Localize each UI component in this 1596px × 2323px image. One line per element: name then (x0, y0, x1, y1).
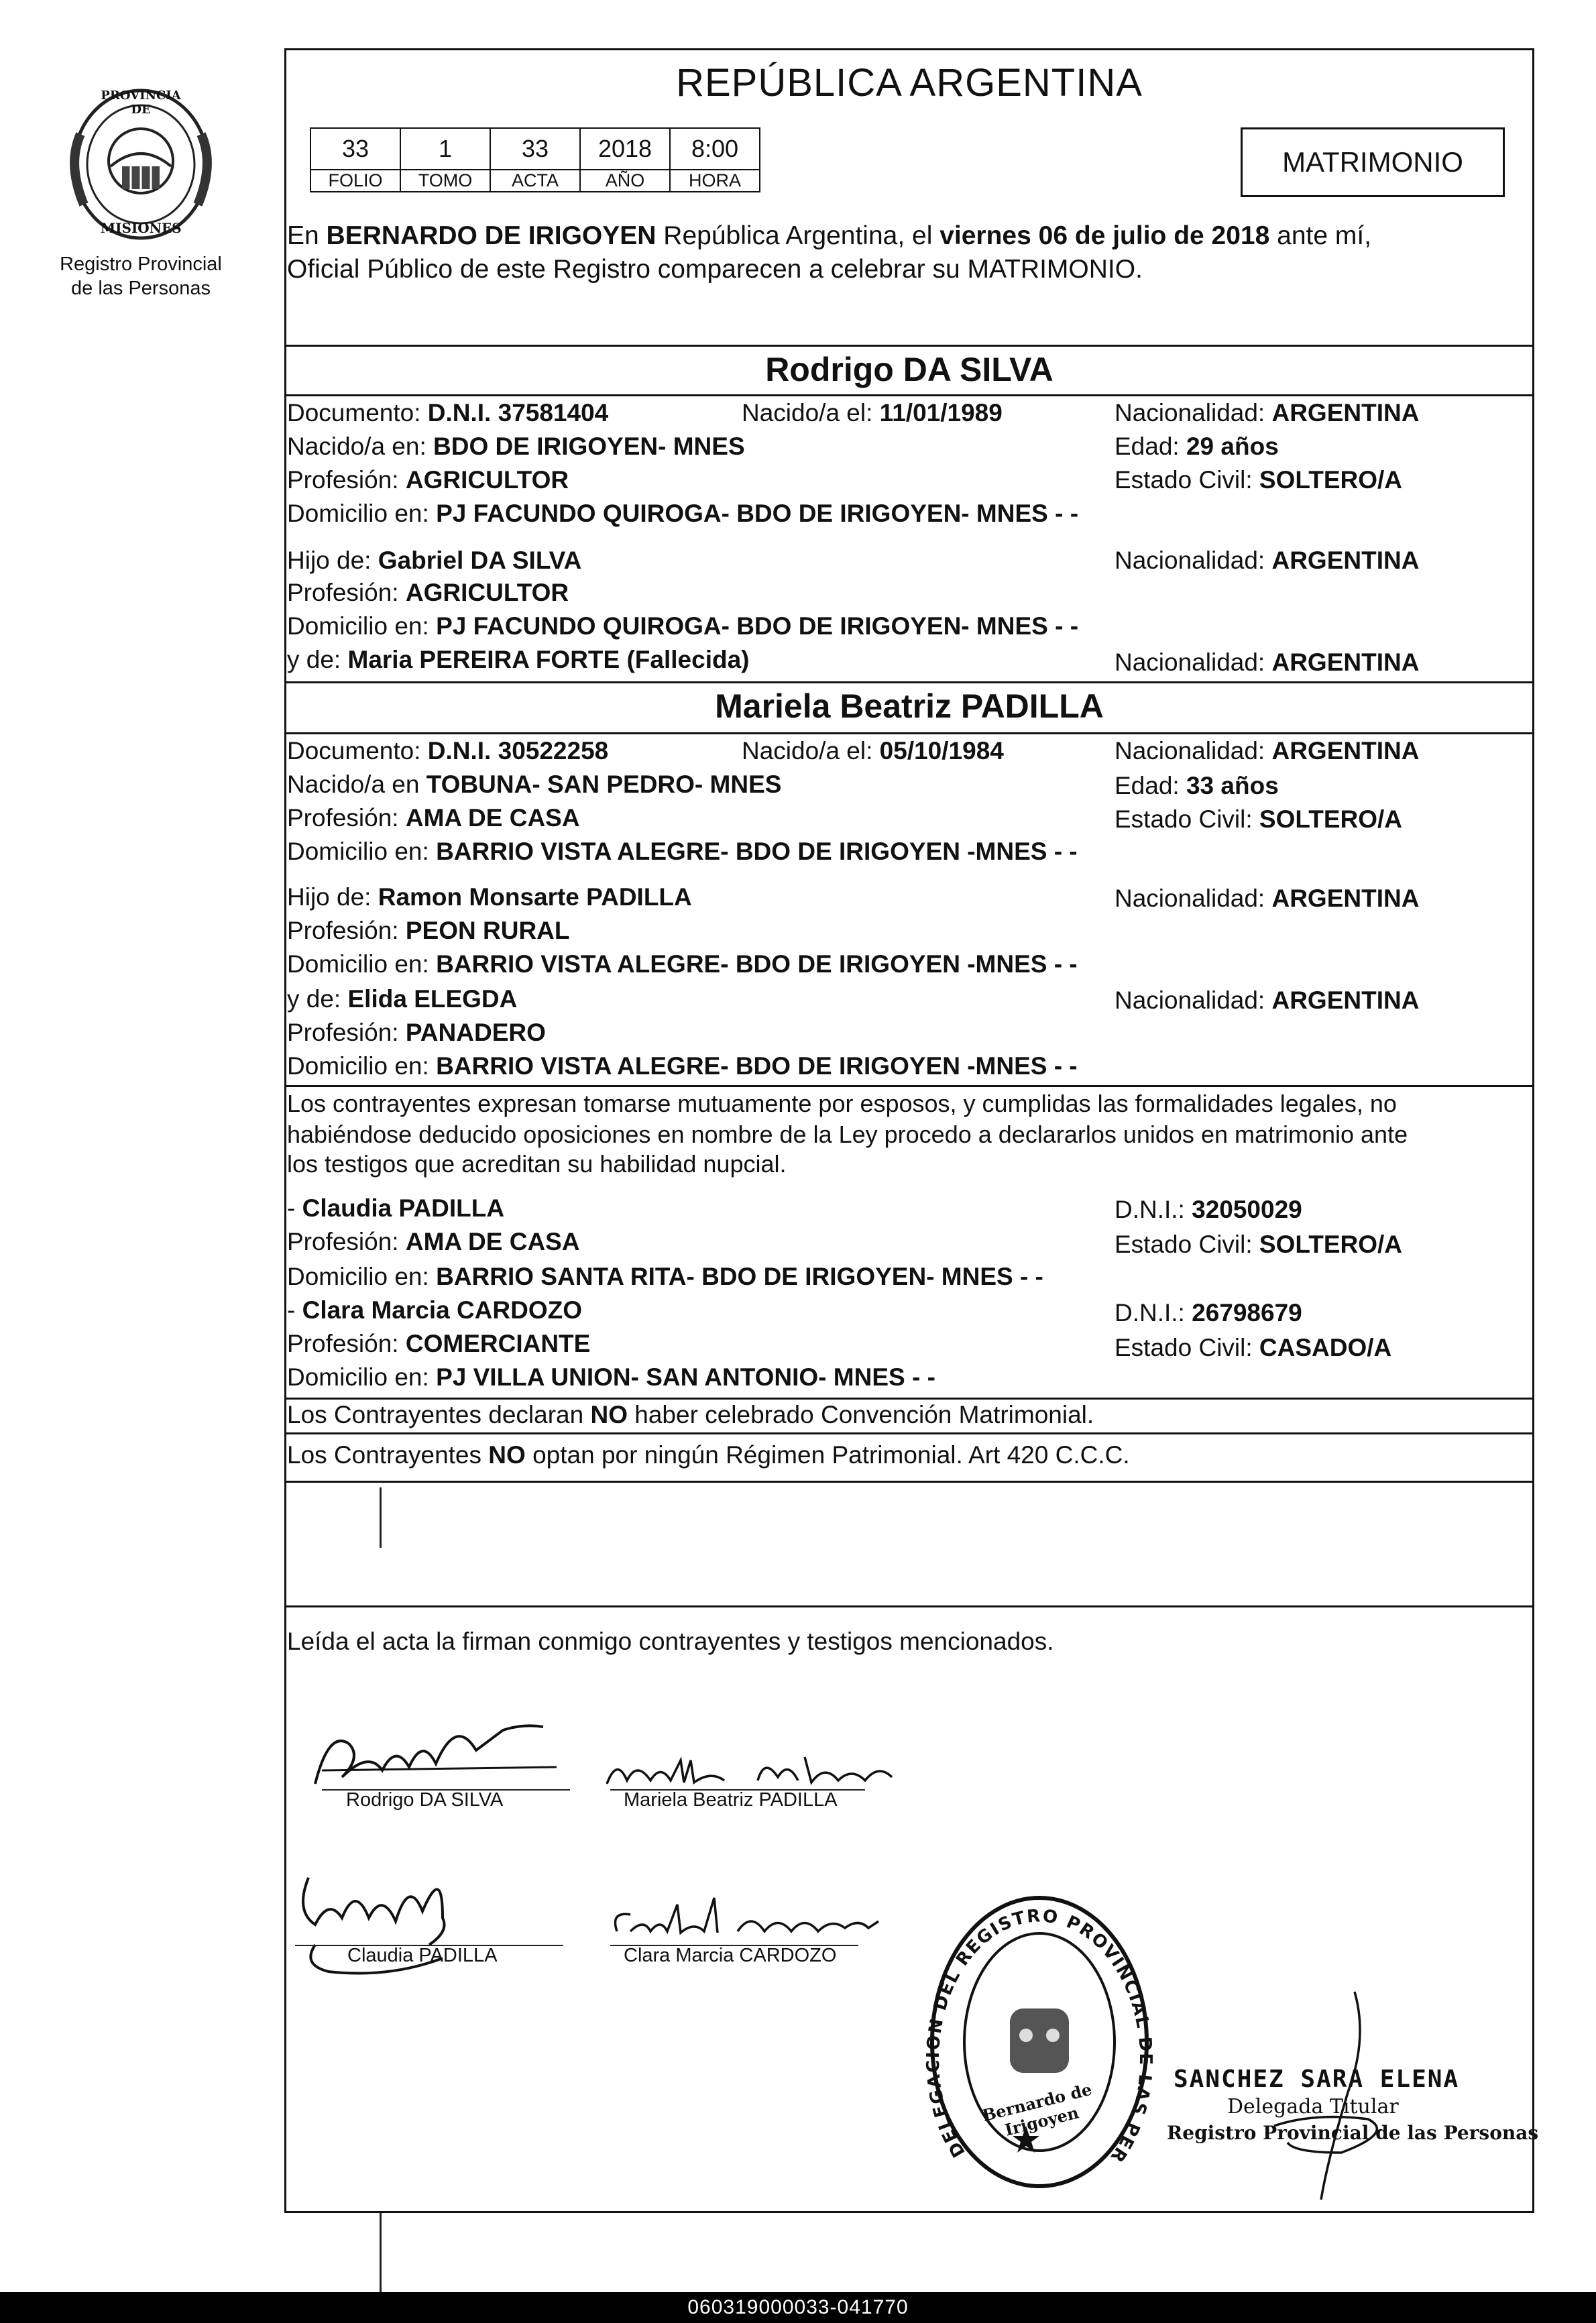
label: Nacido/a en (287, 771, 426, 798)
witness2-dni (1115, 1298, 1302, 1328)
label: D.N.I.: (1115, 1196, 1192, 1223)
spouse2-address (287, 837, 1078, 866)
divider (284, 1085, 1534, 1087)
divider (284, 394, 1534, 396)
divider (284, 1605, 1534, 1607)
value: PJ VILLA UNION- SAN ANTONIO- MNES - - (436, 1363, 935, 1391)
spouse2-birthplace (287, 770, 781, 799)
label: Domicilio en: (287, 1052, 437, 1080)
text: haber celebrado Convención Matrimonial. (628, 1401, 1094, 1428)
value: SOLTERO/A (1259, 805, 1403, 833)
value: Ramon Monsarte PADILLA (378, 883, 692, 911)
label: Profesión: (287, 1330, 406, 1357)
document-code: 060319000033-041770 (687, 2296, 909, 2318)
logo-caption-2: de las Personas (71, 278, 211, 299)
spouse1-father (287, 546, 581, 575)
value: SOLTERO/A (1259, 466, 1403, 494)
acta-value: 33 (490, 128, 580, 170)
value: 11/01/1989 (879, 399, 1003, 427)
text: optan por ningún Régimen Patrimonial. Art 420 C.C.C. (525, 1441, 1130, 1469)
label: Nacido/a el: (742, 737, 880, 764)
value: Claudia PADILLA (302, 1194, 505, 1222)
spouse1-birthplace (287, 432, 745, 461)
label: Profesión: (287, 1019, 406, 1046)
value: D.N.I. 37581404 (427, 399, 609, 427)
divider (284, 345, 1534, 347)
value: SOLTERO/A (1259, 1231, 1403, 1258)
value: CASADO/A (1259, 1334, 1392, 1361)
divider (284, 1432, 1534, 1434)
witness1-civil-status (1115, 1230, 1402, 1259)
intro-text-b: República Argentina, el (656, 221, 940, 250)
year-label: AÑO (580, 170, 670, 192)
label: Profesión: (287, 579, 406, 606)
label: Domicilio en: (287, 838, 437, 865)
spouse1-father-profession (287, 578, 569, 608)
spouse1-document (287, 398, 608, 428)
spouse2-father-address (287, 950, 1078, 979)
text: Los Contrayentes (287, 1441, 489, 1469)
witness2-name (287, 1296, 582, 1325)
spouse2-document (287, 736, 608, 766)
value: ARGENTINA (1271, 399, 1420, 427)
label: Documento: (287, 399, 428, 427)
label: Hijo de: (287, 883, 378, 911)
convention-line-2 (287, 1440, 1130, 1470)
value: PJ FACUNDO QUIROGA- BDO DE IRIGOYEN- MNES - - (436, 500, 1079, 527)
seal-text-bottom: MISIONES (101, 220, 182, 236)
declaration-line-2: habiéndose deducido oposiciones en nombre de la Ley procedo a declararlos unidos en matrimonio ante (287, 1121, 1408, 1148)
witness2-address (287, 1363, 935, 1392)
spouse1-father-address (287, 612, 1078, 641)
spouse2-civil-status (1115, 805, 1402, 834)
spouse2-father (287, 883, 692, 912)
text: Los Contrayentes declaran (287, 1401, 591, 1428)
value: D.N.I. 30522258 (427, 737, 609, 764)
intro-text-c: ante mí, (1269, 221, 1372, 250)
value: COMERCIANTE (405, 1330, 591, 1357)
margin-mark (380, 1487, 382, 1548)
intro-line-2: Oficial Público de este Registro comparecen a celebrar su MATRIMONIO. (287, 255, 1143, 284)
value: BARRIO VISTA ALEGRE- BDO DE IRIGOYEN -MNES - - (436, 1052, 1078, 1080)
label: Nacionalidad: (1115, 986, 1272, 1014)
value: 05/10/1984 (879, 737, 1004, 764)
city-name: BERNARDO DE IRIGOYEN (326, 221, 657, 250)
label: Domicilio en: (287, 612, 437, 640)
value: Clara Marcia CARDOZO (302, 1296, 582, 1324)
label: Nacido/a el: (742, 399, 880, 427)
folio-label: FOLIO (310, 170, 400, 192)
value: TOBUNA- SAN PEDRO- MNES (426, 771, 782, 798)
negation: NO (488, 1441, 526, 1469)
label: Nacionalidad: (1115, 547, 1272, 574)
spouse1-address (287, 499, 1078, 528)
label: D.N.I.: (1115, 1299, 1192, 1326)
signature-caption-1: Rodrigo DA SILVA (346, 1789, 504, 1811)
value: 32050029 (1192, 1196, 1302, 1223)
label: y de: (287, 646, 348, 673)
signature-caption-2: Mariela Beatriz PADILLA (624, 1789, 838, 1811)
label: Profesión: (287, 804, 406, 832)
witness2-civil-status (1115, 1333, 1391, 1363)
year-value: 2018 (580, 128, 670, 170)
spouse1-mother (287, 645, 749, 675)
page-title: REPÚBLICA ARGENTINA (676, 61, 1143, 105)
stamp-ring-text: DELEGA ON DEL REGISTRO PROVINCIAL D LAS PER (925, 1906, 1153, 2167)
spouse1-profession (287, 465, 569, 495)
official-name: SANCHEZ SARA ELENA (1174, 2065, 1460, 2093)
value: BARRIO VISTA ALEGRE- BDO DE IRIGOYEN -MNES - - (436, 838, 1078, 865)
divider (284, 1481, 1534, 1483)
value: Gabriel DA SILVA (378, 547, 582, 574)
negation: NO (590, 1401, 628, 1428)
witness1-address (287, 1262, 1043, 1292)
spouse2-age (1115, 771, 1279, 801)
value: BDO DE IRIGOYEN- MNES (433, 433, 745, 460)
document-code-bar (0, 2292, 1596, 2323)
spouse1-father-nationality (1115, 546, 1419, 575)
declaration-line-3: los testigos que acreditan su habilidad nupcial. (287, 1150, 787, 1178)
spouse2-mother-address (287, 1052, 1078, 1081)
value: AGRICULTOR (405, 466, 569, 494)
label: Profesión: (287, 466, 406, 494)
label: Edad: (1115, 772, 1186, 799)
label: Nacionalidad: (1115, 885, 1272, 912)
record-type-box: MATRIMONIO (1241, 127, 1505, 197)
value: Elida ELEGDA (347, 985, 518, 1013)
intro-line-1 (287, 221, 1371, 251)
official-stamp (925, 1891, 1153, 2193)
label: Estado Civil: (1115, 1334, 1259, 1361)
label: Estado Civil: (1115, 466, 1259, 494)
divider (284, 732, 1534, 734)
witness1-profession (287, 1227, 580, 1257)
label: y de: (287, 985, 348, 1013)
spouse2-birthdate (742, 736, 1004, 766)
prefix: - (287, 1194, 302, 1222)
label: Domicilio en: (287, 1263, 437, 1290)
registry-logo (60, 80, 221, 248)
record-meta-table (310, 127, 760, 192)
value: AMA DE CASA (405, 804, 580, 832)
value: Maria PEREIRA FORTE (Fallecida) (347, 646, 750, 673)
label: Nacionalidad: (1115, 648, 1272, 676)
divider (284, 681, 1534, 683)
tomo-value: 1 (400, 128, 490, 170)
spouse1-name: Rodrigo DA SILVA (765, 351, 1053, 388)
spouse2-mother-profession (287, 1018, 546, 1047)
value: AMA DE CASA (405, 1228, 580, 1255)
label: Profesión: (287, 1228, 406, 1255)
hour-label: HORA (670, 170, 760, 192)
value: PANADERO (405, 1019, 546, 1046)
value: ARGENTINA (1271, 547, 1420, 574)
label: Edad: (1115, 433, 1186, 460)
signature-caption-4: Clara Marcia CARDOZO (624, 1945, 837, 1966)
spouse2-profession (287, 803, 580, 833)
spouse2-name: Mariela Beatriz PADILLA (715, 687, 1104, 725)
spouse2-nationality (1115, 736, 1419, 766)
value: PJ FACUNDO QUIROGA- BDO DE IRIGOYEN- MNES - - (436, 612, 1079, 640)
value: 26798679 (1192, 1299, 1302, 1326)
spouse1-nationality (1115, 398, 1419, 428)
logo-caption-1: Registro Provincial (60, 253, 222, 275)
prefix: - (287, 1296, 302, 1324)
tomo-label: TOMO (400, 170, 490, 192)
ceremony-date: viernes 06 de julio de 2018 (939, 221, 1270, 250)
value: ARGENTINA (1271, 986, 1420, 1014)
spouse1-civil-status (1115, 465, 1402, 495)
closing-text: Leída el acta la firman conmigo contrayentes y testigos mencionados. (287, 1628, 1054, 1655)
hour-value: 8:00 (670, 128, 760, 170)
label: Profesión: (287, 917, 406, 944)
value: ARGENTINA (1271, 648, 1420, 676)
spouse2-mother-nationality (1115, 986, 1419, 1015)
convention-line-1 (287, 1400, 1094, 1430)
value: BARRIO SANTA RITA- BDO DE IRIGOYEN- MNES - - (436, 1263, 1043, 1290)
label: Domicilio en: (287, 1363, 437, 1391)
value: 29 años (1186, 433, 1279, 460)
seal-text-top: PROVINCIA DE (101, 89, 181, 117)
spouse2-father-profession (287, 916, 570, 946)
label: Nacionalidad: (1115, 737, 1272, 764)
folio-value: 33 (310, 128, 400, 170)
label: Estado Civil: (1115, 805, 1259, 833)
signature-claudia (288, 1858, 516, 1992)
signature-caption-3: Claudia PADILLA (347, 1945, 498, 1966)
spouse1-age (1115, 432, 1279, 461)
declaration-line-1: Los contrayentes expresan tomarse mutuamente por esposos, y cumplidas las formalidades legales, no (287, 1090, 1397, 1117)
label: Hijo de: (287, 547, 378, 574)
intro-text-a: En (287, 221, 327, 250)
value: PEON RURAL (405, 917, 570, 944)
divider (284, 1398, 1534, 1400)
value: BARRIO VISTA ALEGRE- BDO DE IRIGOYEN -MNES - - (436, 950, 1078, 978)
value: AGRICULTOR (405, 579, 569, 606)
stamp-inner-text: Bernardo de Irigoyen (980, 2079, 1094, 2140)
label: Domicilio en: (287, 500, 437, 527)
label: Nacido/a en: (287, 433, 434, 460)
spouse1-mother-nationality (1115, 648, 1419, 677)
label: Domicilio en: (287, 950, 437, 978)
value: 33 años (1186, 772, 1279, 799)
acta-label: ACTA (490, 170, 580, 192)
official-office: Registro Provincial de las Personas (1167, 2122, 1539, 2144)
witness1-dni (1115, 1195, 1302, 1225)
witness1-name (287, 1194, 504, 1223)
value: ARGENTINA (1271, 885, 1420, 912)
value: ARGENTINA (1271, 737, 1420, 764)
witness2-profession (287, 1329, 590, 1359)
official-role: Delegada Titular (1227, 2095, 1399, 2118)
margin-tick (380, 2213, 382, 2292)
label: Documento: (287, 737, 428, 764)
label: Estado Civil: (1115, 1231, 1259, 1258)
spouse2-mother (287, 984, 517, 1014)
signature-clara (604, 1891, 899, 1951)
label: Nacionalidad: (1115, 399, 1272, 427)
spouse2-father-nationality (1115, 884, 1419, 913)
spouse1-birthdate (742, 398, 1003, 428)
